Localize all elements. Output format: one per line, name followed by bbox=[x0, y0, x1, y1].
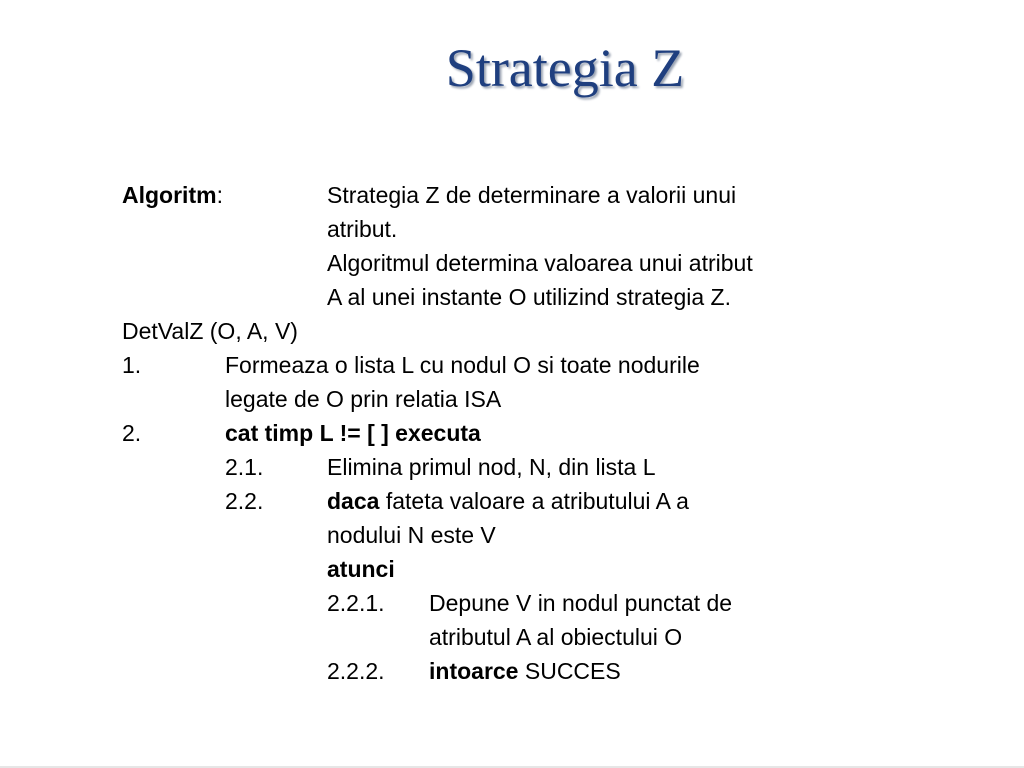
step-2-2-1-line-1: Depune V in nodul punctat de bbox=[429, 590, 733, 616]
step-2-2-2-rest: SUCCES bbox=[518, 658, 621, 684]
step-2-2-keyword: daca bbox=[327, 488, 380, 514]
algorithm-desc-line-3: Algoritmul determina valoarea unui atribut bbox=[327, 250, 753, 276]
step-2-2-rest: fateta valoare a atributului A a bbox=[379, 488, 689, 514]
step-2-1-number: 2.1. bbox=[225, 454, 264, 480]
function-signature: DetValZ (O, A, V) bbox=[122, 318, 298, 344]
step-1-line-2: legate de O prin relatia ISA bbox=[225, 386, 502, 412]
step-2-number: 2. bbox=[122, 420, 142, 446]
step-2-2-2-number: 2.2.2. bbox=[327, 658, 385, 684]
step-2-2-2-text bbox=[429, 656, 621, 686]
algorithm-label-colon: : bbox=[216, 182, 223, 208]
step-1-number: 1. bbox=[122, 352, 142, 378]
step-2-2-line-1 bbox=[327, 486, 689, 516]
step-2-1-text: Elimina primul nod, N, din lista L bbox=[327, 454, 656, 480]
step-2-2-1-line-2: atributul A al obiectului O bbox=[429, 624, 683, 650]
algorithm-label-line bbox=[122, 180, 223, 210]
algorithm-desc-line-4: A al unei instante O utilizind strategia Z. bbox=[327, 284, 731, 310]
step-2-2-number: 2.2. bbox=[225, 488, 264, 514]
algorithm-desc-line-2: atribut. bbox=[327, 216, 398, 242]
step-2-2-1-number: 2.2.1. bbox=[327, 590, 385, 616]
algorithm-label: Algoritm bbox=[122, 182, 217, 208]
slide-title: Strategia Z bbox=[445, 38, 685, 98]
step-1-line-1: Formeaza o lista L cu nodul O si toate nodurile bbox=[225, 352, 700, 378]
step-2-text: cat timp L != [ ] executa bbox=[225, 420, 481, 446]
step-2-2-2-keyword: intoarce bbox=[429, 658, 519, 684]
step-2-2-line-2: nodului N este V bbox=[327, 522, 496, 548]
step-2-2-then: atunci bbox=[327, 556, 395, 582]
algorithm-desc-line-1: Strategia Z de determinare a valorii unui bbox=[327, 182, 737, 208]
